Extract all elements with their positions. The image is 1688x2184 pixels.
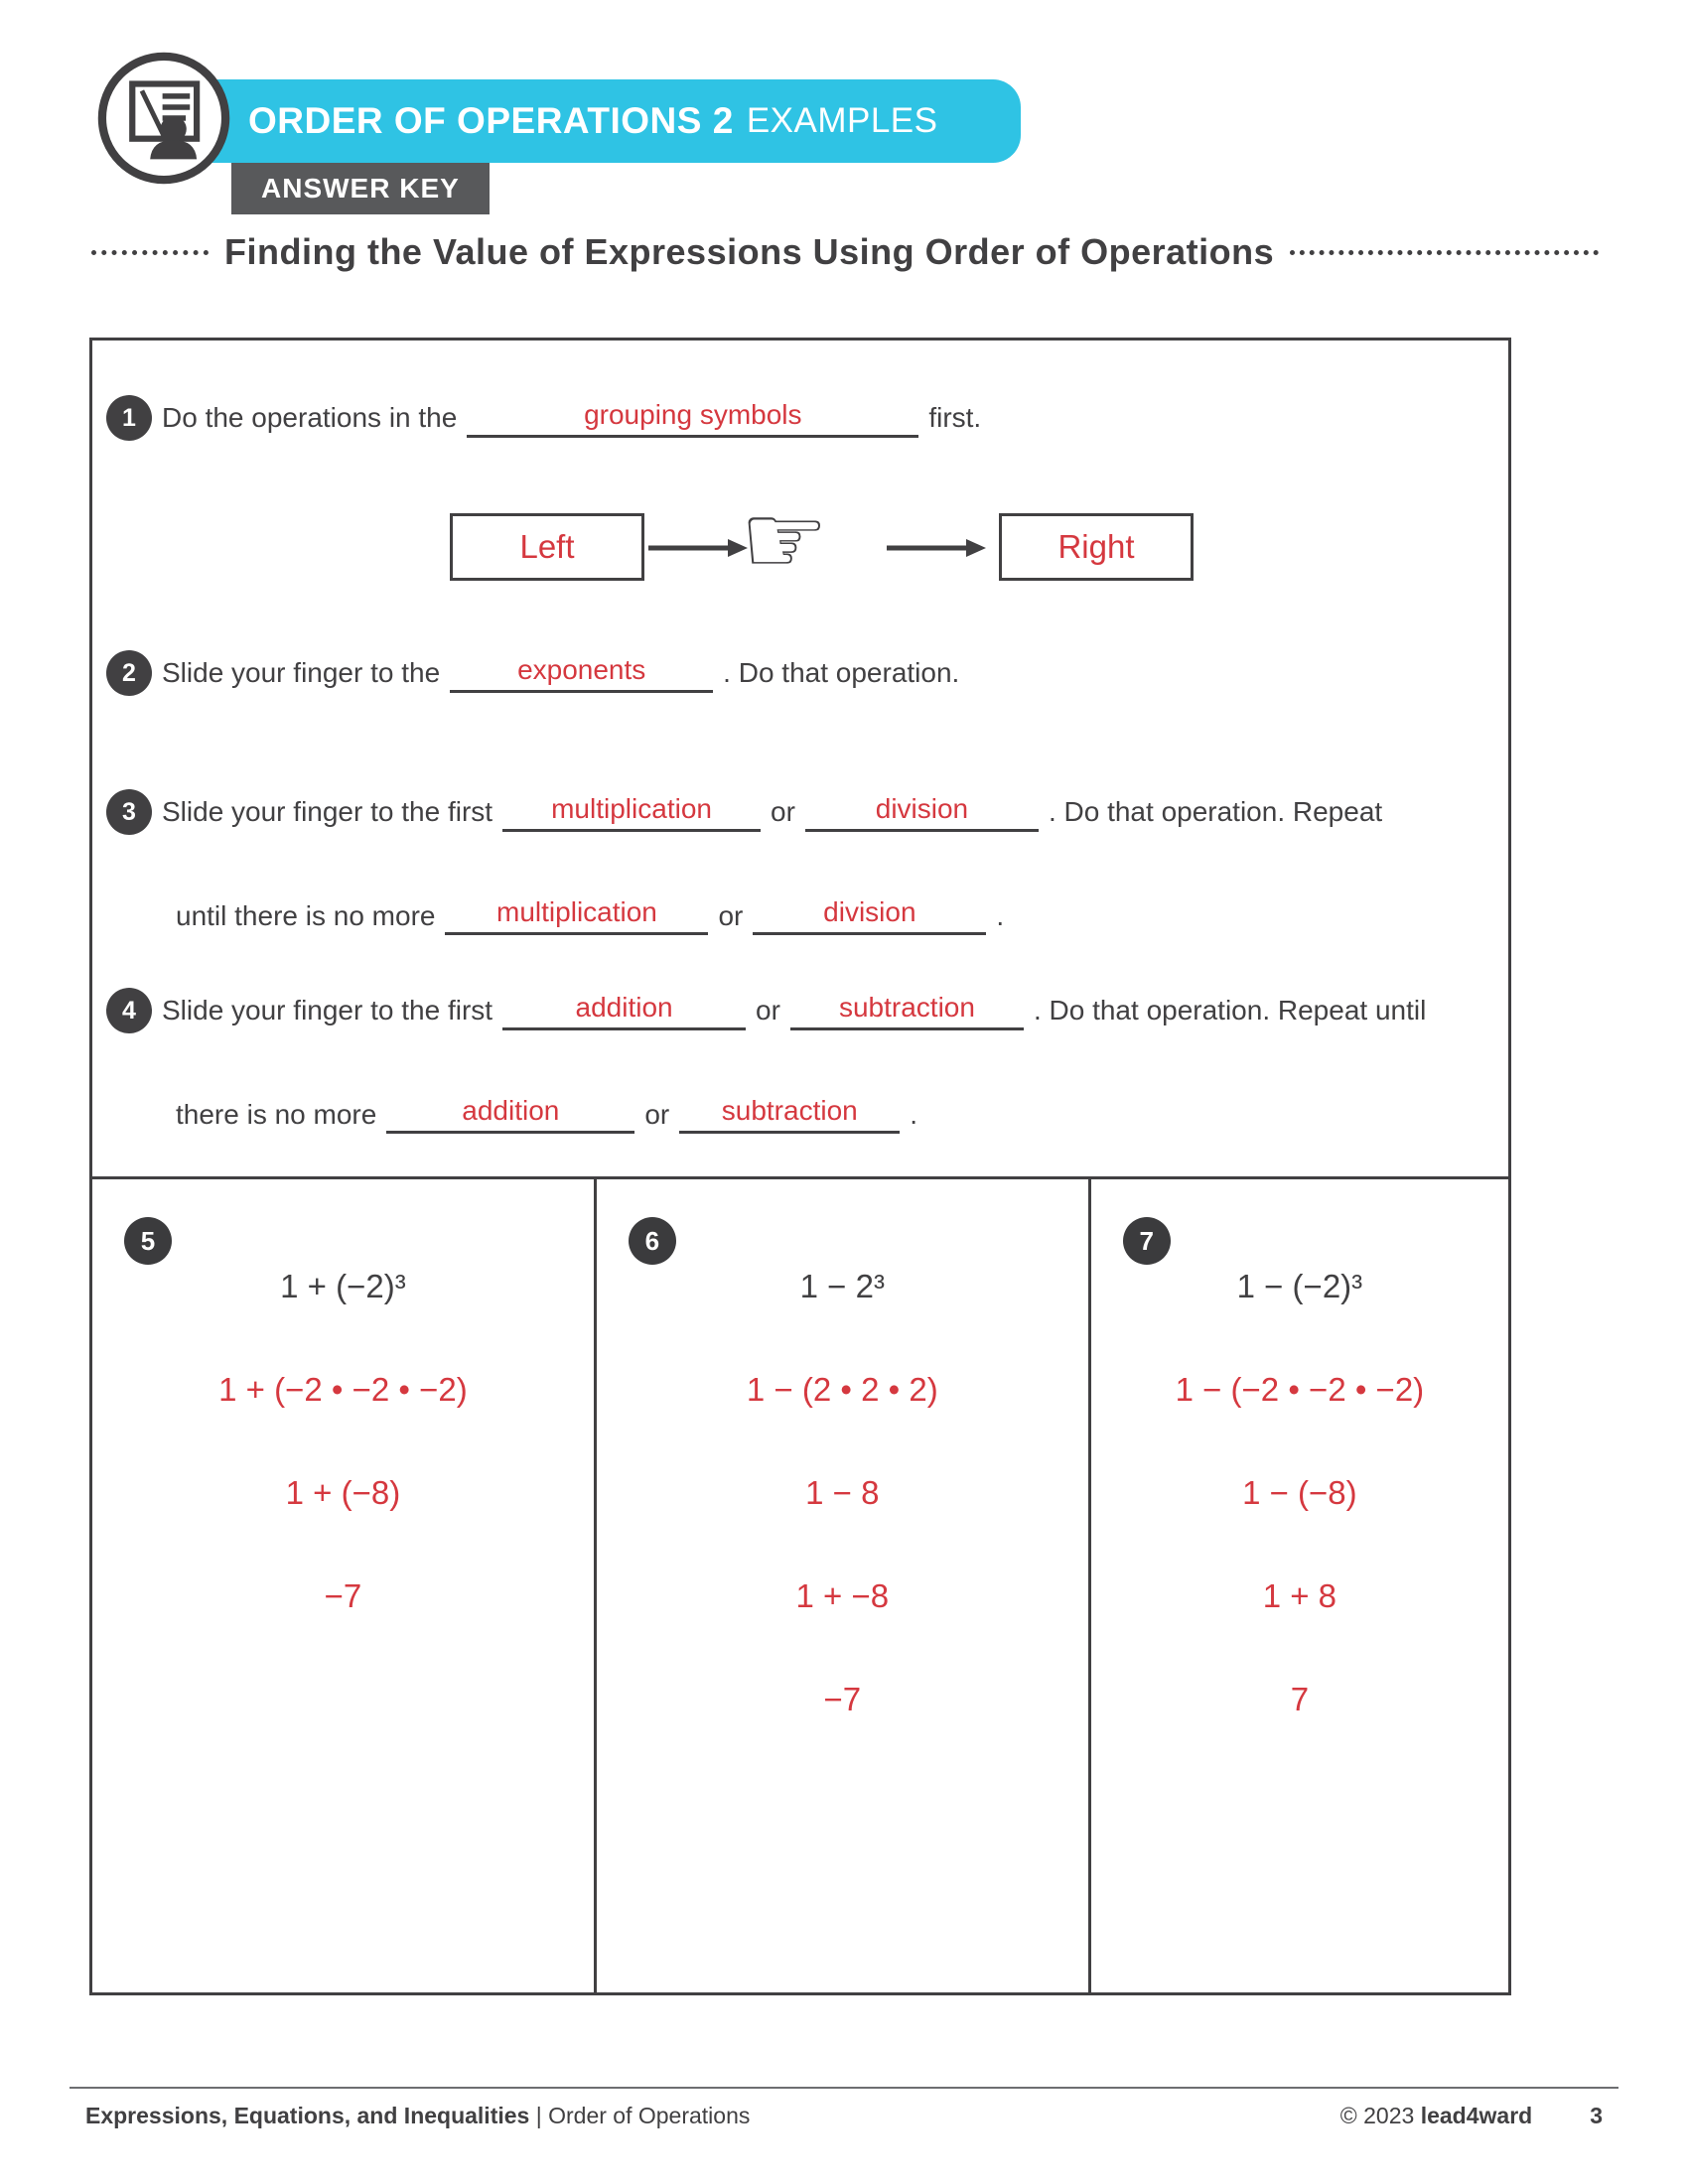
step-text: first.: [928, 402, 982, 433]
step-number-badge: 2: [106, 650, 152, 696]
footer-section: [85, 2103, 750, 2129]
answer-blank: [679, 1095, 900, 1134]
answer-blank: [467, 399, 918, 438]
answer-text: multiplication: [551, 792, 712, 824]
step-text: or: [756, 995, 780, 1025]
step-text: or: [644, 1098, 670, 1130]
footer-copyright-group: [1340, 2103, 1603, 2129]
step-row-3-continued: [106, 896, 1494, 935]
step-text: or: [718, 899, 744, 931]
footer-rule: [70, 2087, 1618, 2089]
left-box: Left: [450, 513, 644, 581]
step-text: . Do that operation.: [723, 657, 960, 688]
problem-work-line: 1 + (−2 • −2 • −2): [218, 1371, 468, 1408]
step-text: there is no more: [176, 1098, 377, 1130]
footer-separator: |: [529, 2103, 549, 2128]
step-row-4-continued: [106, 1095, 1494, 1134]
step-text: or: [771, 796, 795, 827]
step-text: .: [910, 1098, 918, 1130]
answer-blank: [753, 896, 986, 935]
answer-text: multiplication: [496, 896, 657, 927]
problem-column-6: [594, 1179, 1088, 1992]
answer-text: grouping symbols: [584, 398, 802, 430]
problem-work-line: −7: [823, 1681, 862, 1717]
dotted-divider-right: [1290, 250, 1599, 255]
page-title: Finding the Value of Expressions Using Order of Operations: [224, 231, 1275, 272]
header-banner: [149, 79, 1021, 163]
brand-name: lead4ward: [1420, 2103, 1533, 2128]
problem-work-line: 1 − 8: [805, 1474, 880, 1511]
problem-work-line: 1 − (−8): [1242, 1474, 1357, 1511]
problem-work-line: −7: [324, 1577, 362, 1614]
problem-given: 1 + (−2)³: [280, 1268, 406, 1304]
answer-blank: [805, 793, 1039, 832]
answer-blank: [502, 793, 761, 832]
step-number-badge: 3: [106, 789, 152, 835]
answer-blank: [386, 1095, 634, 1134]
problem-given: 1 − 2³: [799, 1268, 885, 1304]
footer: [85, 2103, 1603, 2129]
answer-blank: [790, 992, 1024, 1030]
step-row-3: [106, 789, 1494, 835]
answer-blank: [445, 896, 708, 935]
presenter-whiteboard-icon: [95, 50, 232, 187]
dotted-divider-left: [91, 250, 209, 255]
problems-panel: [89, 1179, 1511, 1995]
banner-subtitle: EXAMPLES: [746, 101, 938, 140]
answer-text: division: [823, 896, 916, 927]
problem-number-badge: 6: [629, 1217, 676, 1265]
right-box: Right: [999, 513, 1194, 581]
step-row-2: [106, 650, 1494, 696]
answer-blank: [502, 992, 746, 1030]
step-text: Do the operations in the: [162, 402, 458, 433]
answer-text: division: [875, 792, 969, 824]
banner-title: ORDER OF OPERATIONS 2: [248, 100, 734, 141]
answer-text: exponents: [517, 653, 646, 685]
problem-number-badge: 7: [1123, 1217, 1171, 1265]
page-number: 3: [1590, 2103, 1603, 2128]
instructions-panel: [89, 338, 1511, 1179]
answer-key-badge: ANSWER KEY: [231, 163, 490, 214]
step-text: . Do that operation. Repeat: [1048, 796, 1383, 827]
step-number-badge: 1: [106, 395, 152, 441]
step-text: .: [996, 899, 1005, 931]
problem-work-line: 7: [1290, 1681, 1310, 1717]
answer-text: subtraction: [721, 1095, 858, 1126]
answer-text: addition: [575, 991, 673, 1023]
step-text: Slide your finger to the first: [162, 995, 493, 1025]
footer-topic: Order of Operations: [548, 2103, 751, 2128]
pointing-finger-icon: ☞: [740, 481, 829, 598]
right-arrow-icon: [648, 536, 748, 560]
step-row-4: [106, 988, 1494, 1033]
answer-blank: [450, 654, 713, 693]
step-text: . Do that operation. Repeat until: [1033, 995, 1427, 1025]
step-text: Slide your finger to the first: [162, 796, 493, 827]
problem-work-line: 1 − (−2 • −2 • −2): [1175, 1371, 1425, 1408]
footer-copyright: © 2023 lead4ward: [1339, 2103, 1533, 2128]
problem-work-line: 1 − (2 • 2 • 2): [746, 1371, 938, 1408]
footer-unit-title: Expressions, Equations, and Inequalities: [85, 2103, 530, 2128]
right-arrow-icon: [887, 536, 986, 560]
step-number-badge: 4: [106, 988, 152, 1033]
problem-given: 1 − (−2)³: [1236, 1268, 1363, 1304]
step-text: Slide your finger to the: [162, 657, 441, 688]
problem-number-badge: 5: [124, 1217, 172, 1265]
answer-text: addition: [462, 1095, 560, 1126]
problem-work-line: 1 + −8: [795, 1577, 890, 1614]
problem-column-5: [92, 1179, 594, 1992]
step-text: until there is no more: [176, 899, 436, 931]
answer-text: subtraction: [838, 991, 975, 1023]
step-row-1: [106, 395, 1494, 441]
problem-work-line: 1 + (−8): [285, 1474, 401, 1511]
problem-column-7: [1088, 1179, 1508, 1992]
title-row: [91, 231, 1599, 273]
flow-diagram: [92, 481, 1508, 598]
problem-work-line: 1 + 8: [1262, 1577, 1337, 1614]
problem-work: [597, 1179, 1088, 1719]
